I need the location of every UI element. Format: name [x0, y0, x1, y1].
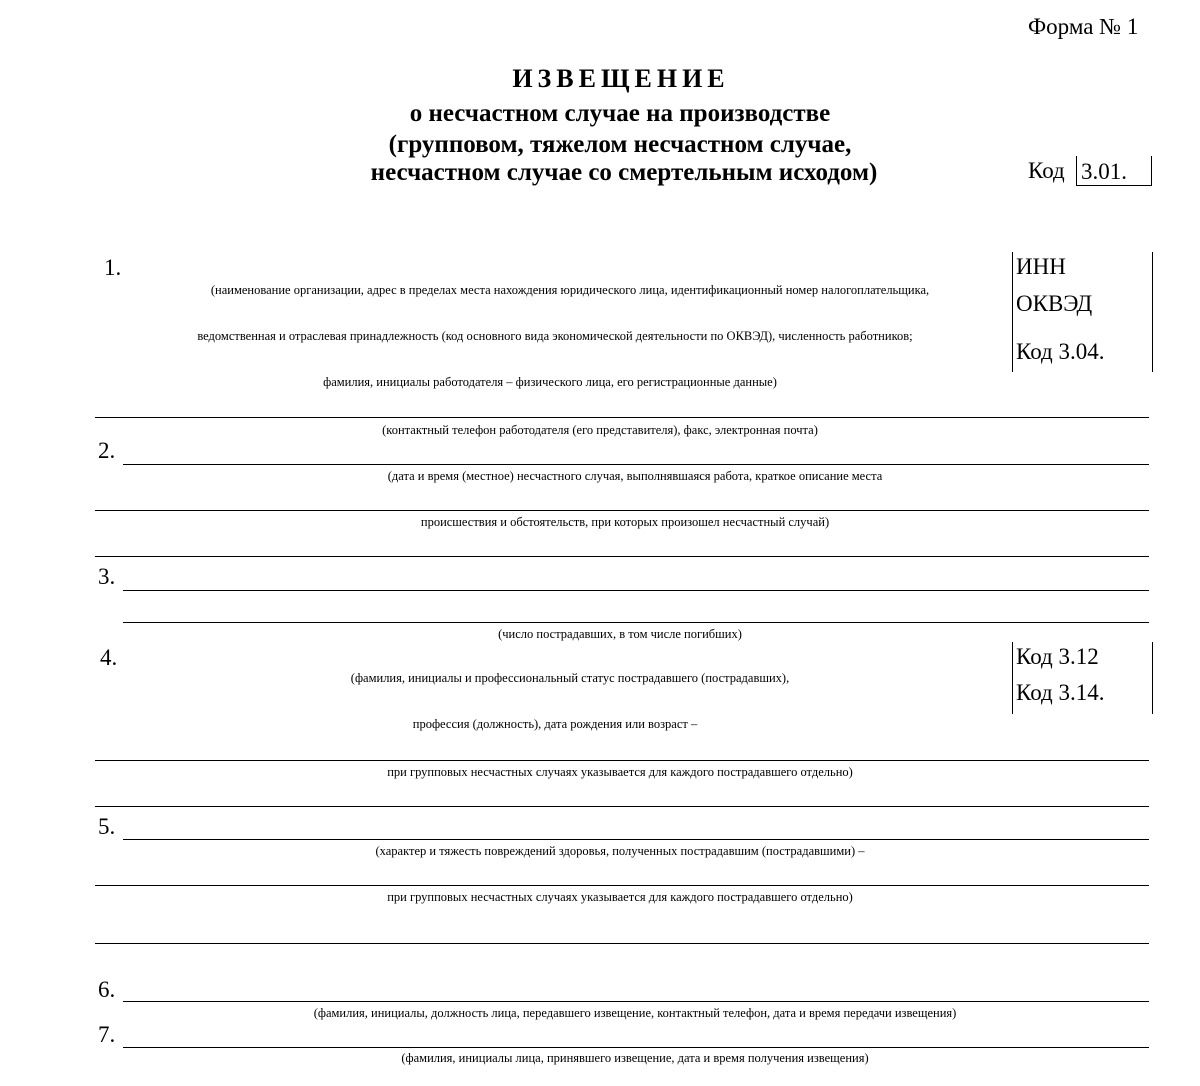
section5-fill-line-3[interactable] — [95, 943, 1149, 944]
inn-code-label: ИНН — [1016, 254, 1066, 279]
section1-codes-right-border — [1152, 252, 1153, 372]
section1-caption-contacts: (контактный телефон работодателя (его представителя), факс, электронная почта) — [382, 423, 818, 437]
section4-codes-left-border — [1012, 642, 1013, 714]
section1-caption-employer: фамилия, инициалы работодателя – физического лица, его регистрационные данные) — [323, 375, 777, 389]
section-number-5: 5. — [98, 814, 116, 839]
section2-caption-circumstances: происшествия и обстоятельств, при которых произошел несчастный случай) — [420, 515, 830, 529]
code-312-label: Код 3.12 — [1016, 644, 1099, 669]
section-number-7: 7. — [98, 1022, 116, 1047]
section6-caption-sender: (фамилия, инициалы, должность лица, передавшего извещение, контактный телефон, дата и время передачи извещения) — [313, 1006, 957, 1020]
section-number-3: 3. — [98, 564, 116, 589]
section3-fill-line-1[interactable] — [123, 590, 1149, 591]
code-304-label: Код 3.04. — [1016, 339, 1105, 364]
section7-caption-receiver: (фамилия, инициалы лица, принявшего извещение, дата и время получения извещения) — [401, 1051, 869, 1065]
section-number-6: 6. — [98, 977, 116, 1002]
code-label: Код — [1028, 158, 1065, 183]
document-subtitle-line3: несчастном случае со смертельным исходом) — [370, 159, 878, 186]
document-subtitle-line2: (групповом, тяжелом несчастном случае, — [388, 131, 852, 158]
code-value-box: 3.01. — [1076, 156, 1152, 186]
section1-caption-okved: ведомственная и отраслевая принадлежность (код основного вида экономической деятельности по ОКВЭД), численность работников; — [197, 329, 913, 343]
section7-fill-line[interactable] — [123, 1047, 1149, 1048]
code-314-label: Код 3.14. — [1016, 680, 1105, 705]
section2-fill-line-2[interactable] — [95, 510, 1149, 511]
document-title: ИЗВЕЩЕНИЕ — [512, 64, 730, 93]
section4-fill-line-2[interactable] — [95, 806, 1149, 807]
section1-codes-left-border — [1012, 252, 1013, 372]
section6-fill-line[interactable] — [123, 1001, 1149, 1002]
section5-fill-line-2[interactable] — [95, 885, 1149, 886]
section4-caption-profession: профессия (должность), дата рождения или возраст – — [412, 717, 698, 731]
section5-fill-line-1[interactable] — [123, 839, 1149, 840]
section-number-4: 4. — [100, 645, 118, 670]
section2-fill-line-3[interactable] — [95, 556, 1149, 557]
document-subtitle-line1: о несчастном случае на производстве — [409, 100, 831, 127]
section5-caption-injury: (характер и тяжесть повреждений здоровья, полученных пострадавшим (пострадавшими) – — [375, 844, 865, 858]
form-number: Форма № 1 — [1028, 14, 1139, 39]
section2-fill-line-1[interactable] — [123, 464, 1149, 465]
section-number-1: 1. — [104, 255, 122, 280]
section4-codes-right-border — [1152, 642, 1153, 714]
section4-fill-line-1[interactable] — [95, 760, 1149, 761]
section2-caption-datetime: (дата и время (местное) несчастного случая, выполнявшаяся работа, краткое описание места — [387, 469, 883, 483]
section3-fill-line-2[interactable] — [123, 622, 1149, 623]
section1-fill-line[interactable] — [95, 417, 1149, 418]
section3-caption-victims-count: (число пострадавших, в том числе погибших) — [498, 627, 742, 641]
okved-code-label: ОКВЭД — [1016, 291, 1093, 316]
section5-caption-group-note: при групповых несчастных случаях указывается для каждого пострадавшего отдельно) — [387, 890, 853, 904]
section-number-2: 2. — [98, 438, 116, 463]
section4-caption-victim-name: (фамилия, инициалы и профессиональный статус пострадавшего (пострадавших), — [350, 671, 790, 685]
section1-caption-org: (наименование организации, адрес в пределах места нахождения юридического лица, идентификационный номер налогоплательщика, — [210, 283, 930, 297]
section4-caption-group-note: при групповых несчастных случаях указывается для каждого пострадавшего отдельно) — [387, 765, 853, 779]
